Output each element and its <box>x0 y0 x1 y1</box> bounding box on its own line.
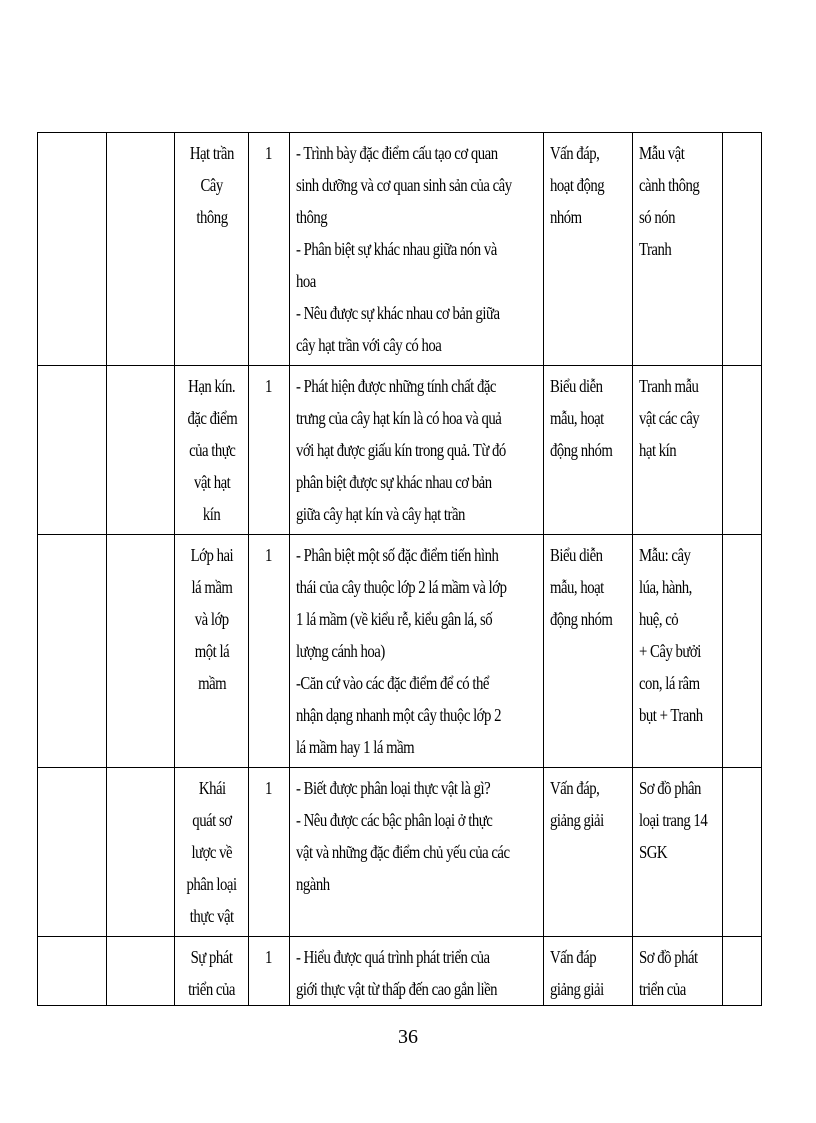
text-line <box>296 772 538 804</box>
topic-cell <box>175 366 249 535</box>
text-line-content: nhóm <box>550 207 582 227</box>
text-line <box>296 635 538 667</box>
text-line <box>296 370 538 402</box>
materials-cell <box>633 133 723 366</box>
text-line-content: Mẫu: cây <box>639 545 691 565</box>
text-line <box>181 836 243 868</box>
text-line <box>296 941 538 973</box>
text-line <box>181 772 243 804</box>
chapter-cell <box>107 535 175 768</box>
text-line <box>181 571 243 603</box>
text-line-content: Sơ đồ phát <box>639 947 698 967</box>
text-line <box>296 804 538 836</box>
text-line <box>296 699 538 731</box>
materials-cell <box>633 937 723 1006</box>
text-line <box>181 900 243 932</box>
text-line <box>181 868 243 900</box>
text-line <box>639 973 717 1005</box>
text-line-content: loại trang 14 <box>639 810 708 830</box>
text-line-content: cành thông <box>639 175 700 195</box>
text-line-content: hoa <box>296 271 316 291</box>
text-line <box>639 434 717 466</box>
text-line-content: phân loại <box>186 874 238 894</box>
text-line-content: và lớp <box>195 609 229 629</box>
notes-cell <box>723 937 762 1006</box>
text-line <box>296 571 538 603</box>
text-line-content: - Phân biệt một số đặc điểm tiến hình <box>296 545 499 565</box>
text-line <box>181 667 243 699</box>
text-line <box>296 137 538 169</box>
text-line <box>181 498 243 530</box>
method-cell <box>544 133 633 366</box>
text-line-content: động nhóm <box>550 440 613 460</box>
text-line-content: - Phát hiện được những tính chất đặc <box>296 376 496 396</box>
text-line-content: ngành <box>296 874 330 894</box>
text-line <box>639 667 717 699</box>
text-line <box>296 539 538 571</box>
periods-value: 1 <box>265 545 273 565</box>
text-line-content: Vấn đáp, <box>550 143 600 163</box>
notes-cell <box>723 768 762 937</box>
table-row <box>38 535 762 768</box>
text-line-content: mầm <box>197 673 227 693</box>
text-line-content: thông <box>296 207 328 227</box>
text-line <box>639 772 717 804</box>
text-line-content: Biểu diễn <box>550 545 603 565</box>
text-line-content: triển của <box>188 979 236 999</box>
text-line <box>296 201 538 233</box>
text-line <box>550 434 627 466</box>
text-line-content: Vấn đáp <box>550 947 597 967</box>
table-row <box>38 768 762 937</box>
materials-cell <box>633 768 723 937</box>
text-line-content: SGK <box>639 842 668 862</box>
text-line <box>639 836 717 868</box>
text-line-content: giảng giải <box>550 979 604 999</box>
text-line <box>296 466 538 498</box>
week-cell <box>38 937 107 1006</box>
text-line <box>181 137 243 169</box>
text-line-content: - Trình bày đặc điểm cấu tạo cơ quan <box>296 143 498 163</box>
text-line <box>181 402 243 434</box>
materials-cell <box>633 366 723 535</box>
text-line-content: lá mầm <box>191 577 233 597</box>
text-line <box>639 603 717 635</box>
text-line <box>181 539 243 571</box>
method-cell <box>544 937 633 1006</box>
text-line <box>639 941 717 973</box>
chapter-cell <box>107 366 175 535</box>
text-line <box>296 667 538 699</box>
text-line <box>296 297 538 329</box>
week-cell <box>38 366 107 535</box>
periods-value: 1 <box>265 947 273 967</box>
text-line <box>550 539 627 571</box>
text-line <box>296 973 538 1005</box>
text-line <box>181 941 243 973</box>
text-line <box>550 603 627 635</box>
objectives-cell <box>290 937 544 1006</box>
text-line-content: đặc điểm <box>187 408 237 428</box>
text-line <box>296 731 538 763</box>
text-line-content: hạt kín <box>639 440 677 460</box>
text-line <box>181 434 243 466</box>
text-line-content: trưng của cây hạt kín là có hoa và quả <box>296 408 502 428</box>
text-line <box>181 169 243 201</box>
method-cell <box>544 366 633 535</box>
text-line <box>639 635 717 667</box>
text-line-content: lược về <box>191 842 233 862</box>
text-line <box>639 699 717 731</box>
table-row <box>38 937 762 1006</box>
page-number: 36 <box>398 1026 418 1048</box>
chapter-cell <box>107 768 175 937</box>
text-line-content: giới thực vật từ thấp đến cao gắn liền <box>296 979 498 999</box>
text-line-content: thực vật <box>190 906 234 926</box>
text-line <box>181 603 243 635</box>
text-line <box>550 402 627 434</box>
periods-cell <box>249 937 290 1006</box>
topic-cell <box>175 133 249 366</box>
text-line <box>181 370 243 402</box>
text-line-content: Tranh <box>639 239 672 259</box>
text-line <box>296 868 538 900</box>
materials-cell <box>633 535 723 768</box>
text-line-content: triển của <box>639 979 686 999</box>
text-line-content: Tranh mẫu <box>639 376 699 396</box>
text-line-content: Khái <box>198 778 226 798</box>
text-line <box>639 804 717 836</box>
text-line-content: Biểu diễn <box>550 376 603 396</box>
method-cell <box>544 768 633 937</box>
week-cell <box>38 133 107 366</box>
text-line-content: 1 lá mầm (về kiểu rễ, kiểu gân lá, số <box>296 609 493 629</box>
text-line <box>639 402 717 434</box>
text-line <box>296 329 538 361</box>
text-line-content: mẫu, hoạt <box>550 408 604 428</box>
lesson-plan-table <box>37 132 762 1006</box>
periods-cell <box>249 535 290 768</box>
text-line <box>296 836 538 868</box>
text-line <box>550 772 627 804</box>
text-line-content: thái của cây thuộc lớp 2 lá mầm và lớp <box>296 577 507 597</box>
text-line-content: Hạt trần <box>189 143 235 163</box>
text-line-content: - Phân biệt sự khác nhau giữa nón và <box>296 239 497 259</box>
periods-cell <box>249 133 290 366</box>
text-line-content: của thực <box>188 440 236 460</box>
method-cell <box>544 535 633 768</box>
notes-cell <box>723 133 762 366</box>
text-line-content: Cây <box>200 175 224 195</box>
text-line-content: kín <box>203 504 221 524</box>
text-line-content: Hạn kín. <box>188 376 236 396</box>
table-row <box>38 366 762 535</box>
objectives-cell <box>290 366 544 535</box>
periods-value: 1 <box>265 143 273 163</box>
text-line-content: -Căn cứ vào các đặc điểm để có thể <box>296 673 489 693</box>
text-line-content: + Cây bưởi <box>639 641 701 661</box>
text-line <box>639 169 717 201</box>
text-line <box>550 169 627 201</box>
text-line <box>181 466 243 498</box>
text-line-content: - Hiểu được quá trình phát triển của <box>296 947 490 967</box>
text-line <box>296 498 538 530</box>
text-line-content: - Biết được phân loại thực vật là gì? <box>296 778 491 798</box>
text-line <box>639 233 717 265</box>
table-row <box>38 133 762 366</box>
objectives-cell <box>290 133 544 366</box>
text-line-content: sinh dưỡng và cơ quan sinh sản của cây <box>296 175 512 195</box>
notes-cell <box>723 366 762 535</box>
text-line-content: con, lá râm <box>639 673 700 693</box>
text-line-content: - Nêu được các bậc phân loại ở thực <box>296 810 493 830</box>
topic-cell <box>175 937 249 1006</box>
text-line-content: hoạt động <box>550 175 605 195</box>
text-line <box>639 137 717 169</box>
text-line-content: lúa, hành, <box>639 577 692 597</box>
text-line <box>550 941 627 973</box>
text-line-content: giảng giải <box>550 810 604 830</box>
periods-cell <box>249 366 290 535</box>
text-line <box>550 137 627 169</box>
text-line <box>550 804 627 836</box>
periods-value: 1 <box>265 376 273 396</box>
text-line-content: Vấn đáp, <box>550 778 600 798</box>
text-line <box>639 201 717 233</box>
text-line-content: huệ, cỏ <box>639 609 679 629</box>
text-line <box>550 973 627 1005</box>
text-line-content: vật các cây <box>639 408 700 428</box>
text-line-content: quát sơ <box>192 810 232 830</box>
text-line-content: với hạt được giấu kín trong quả. Từ đó <box>296 440 506 460</box>
text-line-content: Sơ đồ phân <box>639 778 701 798</box>
text-line <box>181 201 243 233</box>
topic-cell <box>175 768 249 937</box>
periods-cell <box>249 768 290 937</box>
text-line-content: vật và những đặc điểm chủ yếu của các <box>296 842 510 862</box>
topic-cell <box>175 535 249 768</box>
periods-value: 1 <box>265 778 273 798</box>
text-line <box>181 635 243 667</box>
chapter-cell <box>107 133 175 366</box>
text-line-content: cây hạt trần với cây có hoa <box>296 335 442 355</box>
text-line-content: bụt + Tranh <box>639 705 703 725</box>
objectives-cell <box>290 768 544 937</box>
notes-cell <box>723 535 762 768</box>
text-line <box>296 233 538 265</box>
text-line-content: thông <box>196 207 228 227</box>
text-line <box>639 539 717 571</box>
text-line-content: lượng cánh hoa) <box>296 641 385 661</box>
text-line <box>639 571 717 603</box>
text-line-content: Lớp hai <box>190 545 234 565</box>
chapter-cell <box>107 937 175 1006</box>
text-line-content: mẫu, hoạt <box>550 577 604 597</box>
text-line <box>296 169 538 201</box>
text-line <box>296 402 538 434</box>
week-cell <box>38 768 107 937</box>
text-line <box>550 370 627 402</box>
text-line-content: phân biệt được sự khác nhau cơ bản <box>296 472 492 492</box>
text-line <box>550 201 627 233</box>
text-line <box>181 973 243 1005</box>
text-line-content: Sự phát <box>191 947 233 967</box>
text-line-content: só nón <box>639 207 676 227</box>
text-line-content: giữa cây hạt kín và cây hạt trần <box>296 504 465 524</box>
text-line-content: - Nêu được sự khác nhau cơ bản giữa <box>296 303 500 323</box>
text-line-content: nhận dạng nhanh một cây thuộc lớp 2 <box>296 705 501 725</box>
text-line-content: Mẫu vật <box>639 143 685 163</box>
text-line <box>639 370 717 402</box>
text-line <box>296 265 538 297</box>
text-line-content: động nhóm <box>550 609 613 629</box>
text-line <box>296 603 538 635</box>
objectives-cell <box>290 535 544 768</box>
text-line <box>550 571 627 603</box>
week-cell <box>38 535 107 768</box>
text-line-content: lá mầm hay 1 lá mầm <box>296 737 415 757</box>
text-line <box>181 804 243 836</box>
table-body <box>38 133 762 1006</box>
text-line-content: một lá <box>194 641 230 661</box>
text-line-content: vật hạt <box>193 472 231 492</box>
text-line <box>296 434 538 466</box>
